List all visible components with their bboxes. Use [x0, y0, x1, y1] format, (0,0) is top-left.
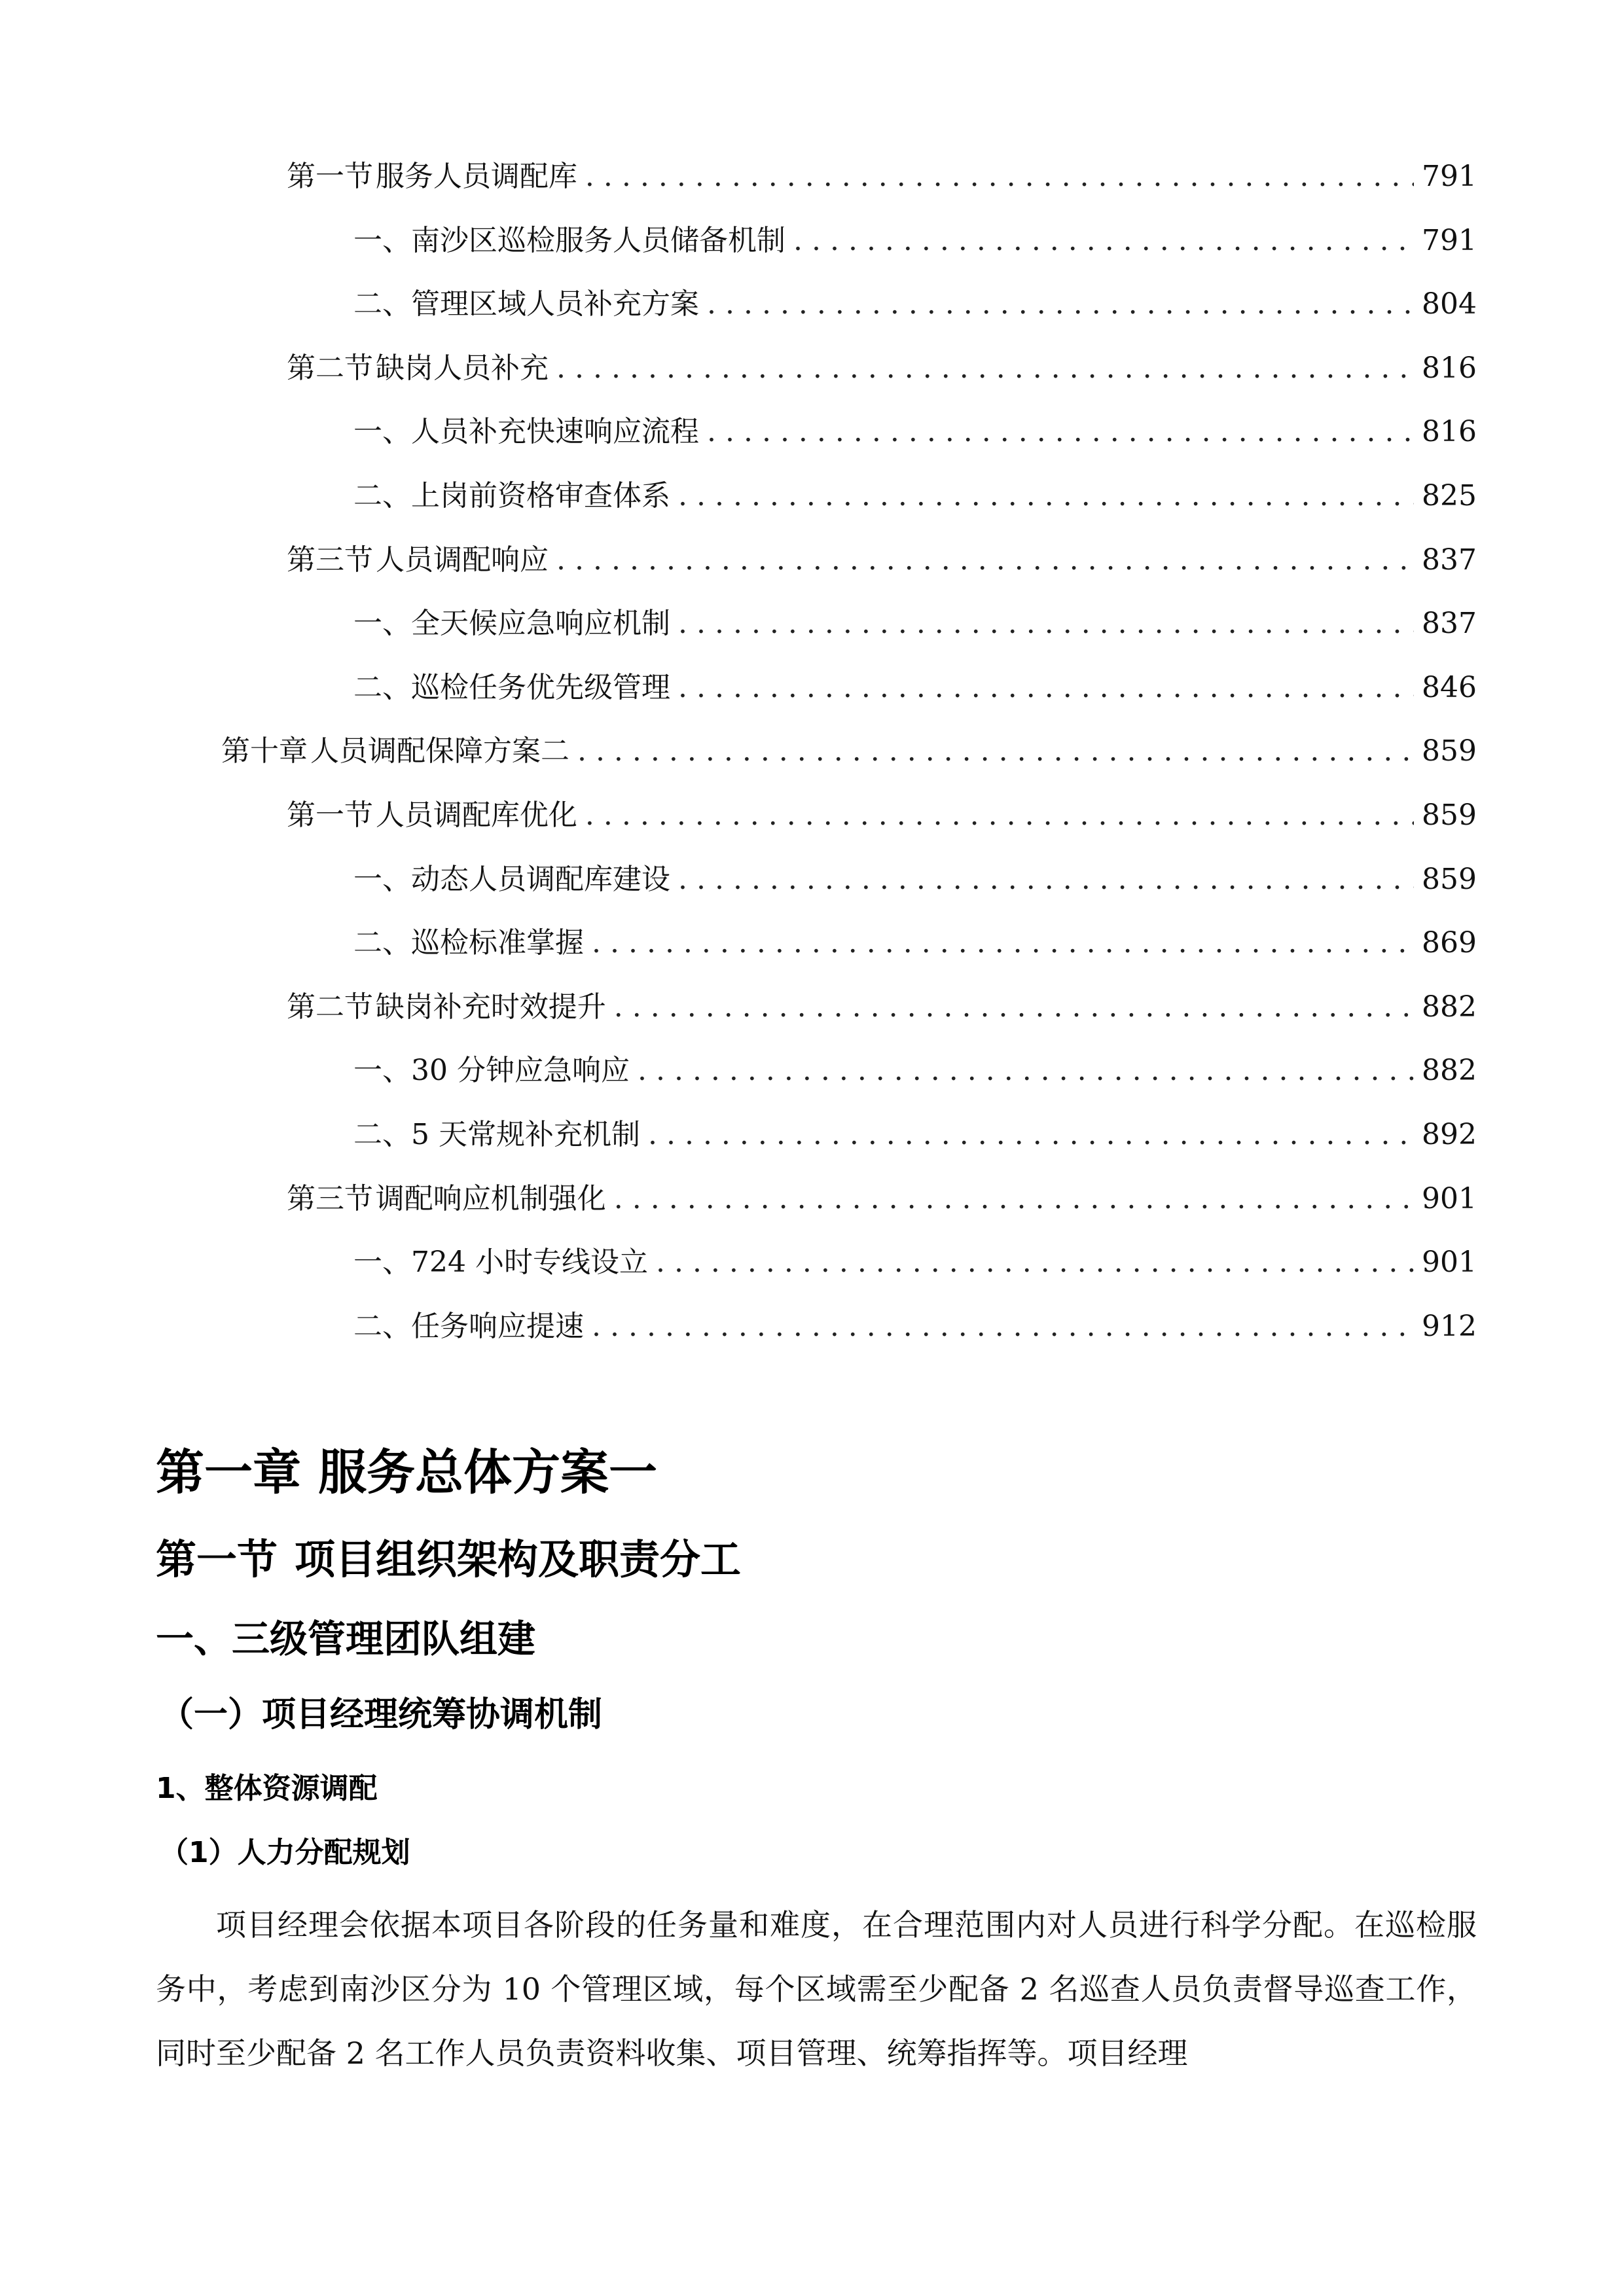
toc-entry-title: 人员调配库优化 — [375, 798, 577, 832]
toc-entry-title: 南沙区巡检服务人员储备机制 — [411, 223, 785, 257]
toc-leader-dots — [577, 725, 1414, 778]
toc-leader-dots — [678, 662, 1414, 714]
toc-entry-number: 一、 — [353, 415, 411, 449]
toc-entry-title: 巡检任务优先级管理 — [411, 670, 670, 704]
toc-leader-dots — [793, 215, 1414, 267]
section-number: 第一节 — [156, 1535, 278, 1583]
toc-entry-title: 人员调配响应 — [376, 543, 549, 577]
toc-entry[interactable] — [353, 1236, 1477, 1289]
toc-entry[interactable] — [353, 917, 1477, 969]
toc-entry-title: 30 分钟应急响应 — [411, 1054, 630, 1088]
toc-entry[interactable] — [287, 1173, 1477, 1225]
toc-leader-dots — [556, 534, 1414, 586]
toc-entry-title: 人员调配保障方案二 — [310, 734, 569, 768]
toc-entry[interactable] — [287, 789, 1477, 842]
toc-entry-page: 882 — [1422, 1054, 1477, 1088]
toc-leader-dots — [678, 598, 1414, 650]
toc-entry-page: 901 — [1422, 1246, 1477, 1280]
toc-entry-title: 缺岗补充时效提升 — [375, 990, 606, 1024]
toc-leader-dots — [648, 1109, 1414, 1161]
toc-entry[interactable] — [287, 981, 1477, 1033]
toc-entry-number: 一、 — [353, 223, 411, 257]
toc-entry-number: 第二节 — [287, 990, 373, 1024]
toc-entry[interactable] — [221, 725, 1477, 778]
toc-leader-dots — [592, 1300, 1414, 1353]
toc-entry[interactable] — [353, 853, 1477, 906]
toc-entry[interactable] — [353, 1300, 1477, 1353]
toc-entry-page: 816 — [1422, 351, 1477, 385]
toc-entry-number: 二、 — [353, 287, 411, 321]
toc-entry[interactable] — [353, 598, 1477, 650]
toc-entry-page: 901 — [1422, 1181, 1477, 1215]
toc-leader-dots — [585, 151, 1414, 203]
toc-entry[interactable] — [353, 278, 1477, 331]
toc-entry[interactable] — [353, 1045, 1477, 1097]
toc-entry-page: 804 — [1422, 287, 1477, 321]
toc-entry[interactable] — [353, 662, 1477, 714]
toc-entry-page: 859 — [1422, 734, 1477, 768]
toc-entry-title: 上岗前资格审查体系 — [411, 479, 670, 512]
toc-leader-dots — [678, 470, 1414, 522]
toc-entry[interactable] — [353, 470, 1477, 522]
toc-entry-number: 第一节 — [287, 160, 373, 193]
toc-leader-dots — [638, 1045, 1414, 1097]
toc-entry-number: 第一节 — [287, 798, 373, 832]
toc-entry-page: 869 — [1422, 926, 1477, 960]
toc-entry-title: 服务人员调配库 — [375, 160, 577, 193]
toc-entry-title: 全天候应急响应机制 — [411, 607, 670, 641]
chapter-number: 第一章 — [156, 1444, 301, 1501]
chapter-heading — [156, 1440, 657, 1505]
toc-leader-dots — [614, 1173, 1414, 1225]
toc-entry-number: 第三节 — [287, 543, 373, 577]
toc-entry-page: 892 — [1422, 1118, 1477, 1151]
toc-entry-page: 859 — [1422, 798, 1477, 832]
toc-entry-page: 912 — [1422, 1309, 1477, 1343]
toc-entry-number: 第十章 — [221, 734, 308, 768]
toc-entry-page: 791 — [1422, 160, 1477, 193]
toc-entry-title: 缺岗人员补充 — [376, 351, 549, 385]
toc-entry-page: 816 — [1422, 415, 1477, 449]
toc-leader-dots — [585, 789, 1414, 842]
toc-entry-number: 一、 — [353, 607, 411, 641]
toc-leader-dots — [656, 1236, 1414, 1289]
subsection-heading: 一、三级管理团队组建 — [156, 1617, 536, 1661]
toc-entry-page: 791 — [1422, 223, 1477, 257]
toc-entry-title: 管理区域人员补充方案 — [411, 287, 699, 321]
toc-entry-page: 837 — [1422, 543, 1477, 577]
toc-entry-number: 一、 — [353, 1246, 411, 1280]
paren-heading: （一）项目经理统筹协调机制 — [160, 1695, 603, 1734]
section-heading — [156, 1530, 741, 1589]
toc-entry-page: 846 — [1422, 670, 1477, 704]
paren-numbered-heading: （1）人力分配规划 — [160, 1836, 410, 1869]
toc-entry-title: 动态人员调配库建设 — [411, 862, 670, 896]
toc-entry-number: 二、 — [353, 1118, 411, 1151]
toc-entry-number: 二、 — [353, 479, 411, 512]
toc-entry[interactable] — [353, 1109, 1477, 1161]
toc-entry-page: 859 — [1422, 862, 1477, 896]
chapter-title: 服务总体方案一 — [318, 1444, 657, 1501]
toc-leader-dots — [614, 981, 1414, 1033]
body-paragraph: 项目经理会依据本项目各阶段的任务量和难度，在合理范围内对人员进行科学分配。在巡检服务中，考虑到南沙区分为 10 个管理区域，每个区域需至少配备 2 名巡查人员负责督导巡查工作，同时至少配备 2 名工作人员负责资料收集、项目管理、统筹指挥等。项目经理 — [156, 1907, 1477, 2071]
toc-entry-number: 第三节 — [287, 1181, 373, 1215]
toc-entry-title: 调配响应机制强化 — [375, 1181, 606, 1215]
toc-entry[interactable] — [353, 406, 1477, 458]
toc-leader-dots — [592, 917, 1414, 969]
toc-leader-dots — [678, 853, 1414, 906]
toc-entry-title: 724 小时专线设立 — [411, 1246, 648, 1280]
toc-leader-dots — [707, 406, 1414, 458]
toc-leader-dots — [556, 342, 1414, 395]
toc-entry[interactable] — [287, 534, 1477, 586]
toc-entry-page: 825 — [1422, 479, 1477, 512]
toc-entry-number: 一、 — [353, 862, 411, 896]
toc-entry-title: 任务响应提速 — [411, 1309, 584, 1343]
toc-entry-page: 837 — [1422, 607, 1477, 641]
toc-entry-number: 二、 — [353, 926, 411, 960]
section-title: 项目组织架构及职责分工 — [295, 1535, 742, 1583]
toc-entry[interactable] — [353, 215, 1477, 267]
toc-entry-number: 第二节 — [287, 351, 373, 385]
toc-entry-title: 5 天常规补充机制 — [411, 1118, 640, 1151]
toc-entry-title: 人员补充快速响应流程 — [411, 415, 699, 449]
toc-entry-number: 二、 — [353, 1309, 411, 1343]
toc-entry-title: 巡检标准掌握 — [411, 926, 584, 960]
toc-entry-number: 一、 — [353, 1054, 411, 1088]
toc-entry[interactable] — [287, 342, 1477, 395]
toc-entry-number: 二、 — [353, 670, 411, 704]
toc-entry[interactable] — [287, 151, 1477, 203]
toc-entry-page: 882 — [1422, 990, 1477, 1024]
toc-leader-dots — [707, 278, 1414, 331]
numbered-heading: 1、整体资源调配 — [156, 1772, 378, 1805]
